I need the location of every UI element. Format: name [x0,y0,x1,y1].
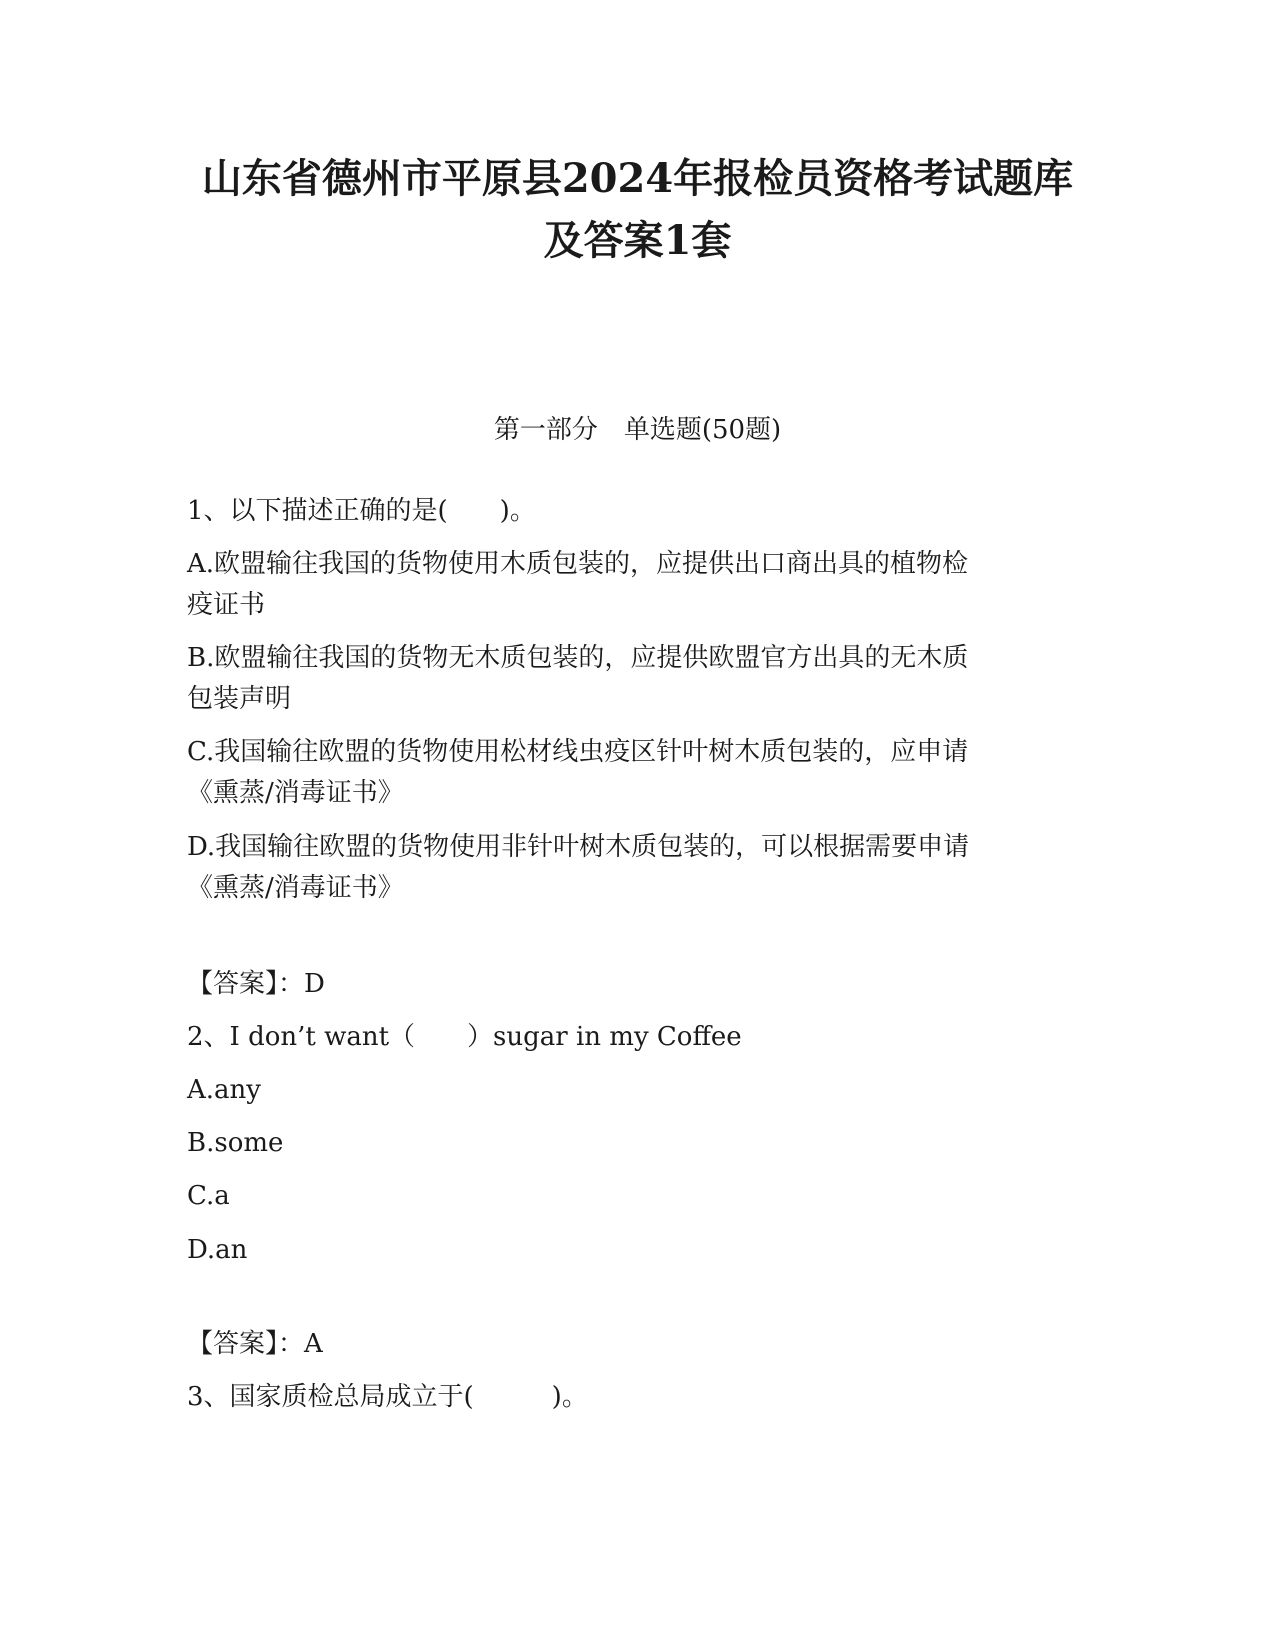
document-title-line-2: 及答案1套 [543,217,732,264]
question-1-answer: 【答案】：D [187,969,325,999]
question-1-option-a: A.欧盟输往我国的货物使用木质包装的，应提供出口商出具的植物检 [187,549,969,579]
question-2-option-b: B.some [187,1128,284,1158]
question-1-stem: 1、以下描述正确的是( )。 [187,496,536,526]
question-1-option-d-cont: 《熏蒸/消毒证书》 [187,873,404,903]
question-3-stem: 3、国家质检总局成立于( )。 [187,1382,588,1412]
question-2-option-a: A.any [187,1075,261,1105]
question-1-option-b-cont: 包装声明 [187,684,292,714]
question-2-stem: 2、I don’t want（ ）sugar in my Coffee [187,1022,742,1052]
question-2-option-c: C.a [187,1181,230,1211]
question-2-option-d: D.an [187,1235,248,1265]
question-2-answer: 【答案】：A [187,1329,323,1359]
document-title-line-1: 山东省德州市平原县2024年报检员资格考试题库 [201,155,1074,202]
question-1-option-b: B.欧盟输往我国的货物无木质包装的，应提供欧盟官方出具的无木质 [187,643,969,673]
question-1-option-c-cont: 《熏蒸/消毒证书》 [187,778,404,808]
question-1-option-d: D.我国输往欧盟的货物使用非针叶树木质包装的，可以根据需要申请 [187,832,970,862]
question-1-option-c: C.我国输往欧盟的货物使用松材线虫疫区针叶树木质包装的，应申请 [187,737,969,767]
question-1-option-a-cont: 疫证书 [187,590,266,620]
section-heading: 第一部分 单选题(50题) [493,415,782,445]
